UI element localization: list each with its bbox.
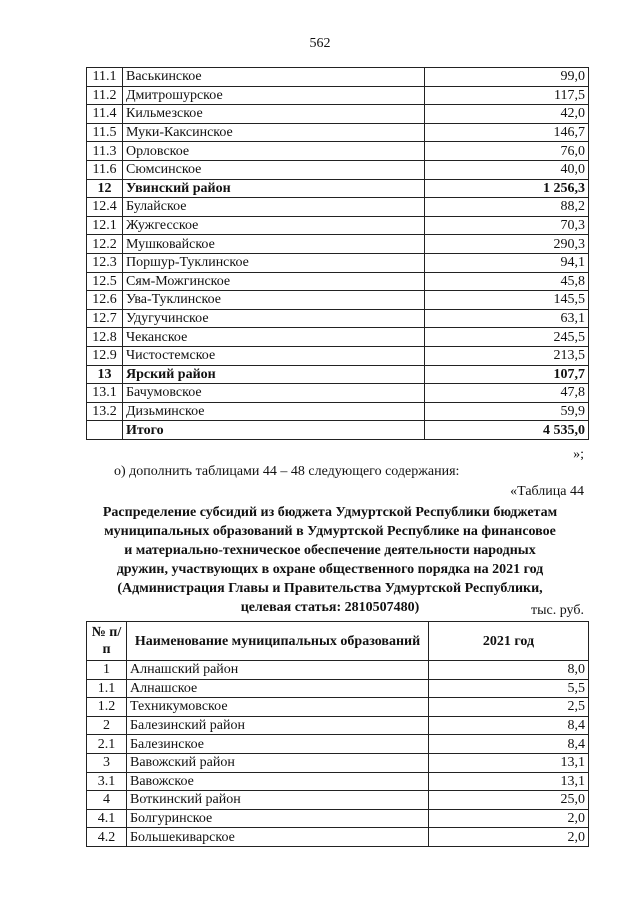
row-name: Дмитрошурское	[123, 86, 425, 105]
amendment-paragraph: о) дополнить таблицами 44 – 48 следующего содержания:	[114, 464, 460, 479]
row-value: 2,0	[429, 828, 589, 847]
table-row	[87, 105, 589, 124]
table-row	[87, 86, 589, 105]
table-row	[87, 772, 589, 791]
row-number: 12.1	[87, 216, 123, 235]
row-value: 99,0	[425, 68, 589, 87]
subsidy-table-44	[86, 621, 589, 847]
row-number: 12.8	[87, 328, 123, 347]
row-name: Техникумовское	[127, 698, 429, 717]
header-row	[87, 622, 589, 661]
row-number: 1	[87, 661, 127, 680]
row-number: 13	[87, 365, 123, 384]
row-name: Жужгесское	[123, 216, 425, 235]
row-value: 45,8	[425, 272, 589, 291]
row-value: 146,7	[425, 123, 589, 142]
row-value: 13,1	[429, 753, 589, 772]
row-name: Воткинский район	[127, 791, 429, 810]
row-name: Большекиварское	[127, 828, 429, 847]
row-name: Алнашский район	[127, 661, 429, 680]
row-name: Муки-Каксинское	[123, 123, 425, 142]
row-name: Ярский район	[123, 365, 425, 384]
row-number: 11.2	[87, 86, 123, 105]
row-number: 1.2	[87, 698, 127, 717]
table-row	[87, 291, 589, 310]
table-row	[87, 160, 589, 179]
table-row	[87, 809, 589, 828]
table-row	[87, 328, 589, 347]
row-number: 11.3	[87, 142, 123, 161]
caption-line: муниципальных образований в Удмуртской Республике на финансовое	[104, 524, 556, 539]
row-number: 12.2	[87, 235, 123, 254]
total-num	[87, 421, 123, 440]
row-number: 2	[87, 716, 127, 735]
row-name: Балезинский район	[127, 716, 429, 735]
row-name: Сям-Можгинское	[123, 272, 425, 291]
row-name: Кильмезское	[123, 105, 425, 124]
row-name: Орловское	[123, 142, 425, 161]
table-row	[87, 716, 589, 735]
table-row	[87, 384, 589, 403]
row-value: 145,5	[425, 291, 589, 310]
table-row	[87, 272, 589, 291]
row-value: 94,1	[425, 253, 589, 272]
row-value: 107,7	[425, 365, 589, 384]
page-number: 562	[309, 36, 331, 51]
table-label: «Таблица 44	[510, 484, 584, 499]
table-row	[87, 735, 589, 754]
table-row	[87, 123, 589, 142]
header-name: Наименование муниципальных образований	[127, 622, 429, 661]
total-value: 4 535,0	[425, 421, 589, 440]
caption-line: и материально-техническое обеспечение деятельности народных	[124, 543, 536, 558]
row-name: Ува-Туклинское	[123, 291, 425, 310]
row-value: 1 256,3	[425, 179, 589, 198]
table-row	[87, 346, 589, 365]
row-number: 4.1	[87, 809, 127, 828]
row-value: 213,5	[425, 346, 589, 365]
row-number: 11.4	[87, 105, 123, 124]
row-value: 25,0	[429, 791, 589, 810]
row-name: Балезинское	[127, 735, 429, 754]
row-name: Болгуринское	[127, 809, 429, 828]
row-number: 13.2	[87, 402, 123, 421]
row-value: 117,5	[425, 86, 589, 105]
row-value: 8,4	[429, 716, 589, 735]
table-row	[87, 753, 589, 772]
row-name: Бачумовское	[123, 384, 425, 403]
row-value: 8,0	[429, 661, 589, 680]
total-label: Итого	[123, 421, 425, 440]
table-row	[87, 309, 589, 328]
table-row	[87, 179, 589, 198]
row-name: Поршур-Туклинское	[123, 253, 425, 272]
row-number: 12.5	[87, 272, 123, 291]
caption-line: (Администрация Главы и Правительства Удмуртской Республики,	[117, 581, 543, 596]
closing-quote: »;	[573, 447, 584, 462]
row-value: 63,1	[425, 309, 589, 328]
row-number: 11.1	[87, 68, 123, 87]
table-row	[87, 365, 589, 384]
row-value: 88,2	[425, 198, 589, 217]
row-name: Мушковайское	[123, 235, 425, 254]
row-value: 59,9	[425, 402, 589, 421]
row-number: 4.2	[87, 828, 127, 847]
table-row	[87, 253, 589, 272]
row-name: Чистостемское	[123, 346, 425, 365]
caption-line: Распределение субсидий из бюджета Удмуртской Республики бюджетам	[102, 505, 558, 520]
row-number: 12.4	[87, 198, 123, 217]
row-number: 13.1	[87, 384, 123, 403]
table-row	[87, 198, 589, 217]
row-name: Увинский район	[123, 179, 425, 198]
row-name: Булайское	[123, 198, 425, 217]
row-number: 3	[87, 753, 127, 772]
row-number: 12.3	[87, 253, 123, 272]
table-row	[87, 235, 589, 254]
row-name: Васькинское	[123, 68, 425, 87]
row-value: 47,8	[425, 384, 589, 403]
row-value: 13,1	[429, 772, 589, 791]
row-number: 11.6	[87, 160, 123, 179]
row-name: Удугучинское	[123, 309, 425, 328]
row-name: Алнашское	[127, 679, 429, 698]
row-name: Сюмсинское	[123, 160, 425, 179]
table-row	[87, 402, 589, 421]
header-num: № п/п	[87, 622, 127, 661]
row-number: 12	[87, 179, 123, 198]
units-label: тыс. руб.	[531, 603, 584, 618]
table-row	[87, 679, 589, 698]
row-value: 245,5	[425, 328, 589, 347]
row-number: 1.1	[87, 679, 127, 698]
table-row	[87, 661, 589, 680]
caption-line: целевая статья: 2810507480)	[240, 600, 420, 615]
row-value: 2,5	[429, 698, 589, 717]
row-number: 12.7	[87, 309, 123, 328]
row-number: 4	[87, 791, 127, 810]
row-value: 2,0	[429, 809, 589, 828]
row-value: 5,5	[429, 679, 589, 698]
row-value: 290,3	[425, 235, 589, 254]
row-name: Чеканское	[123, 328, 425, 347]
row-value: 40,0	[425, 160, 589, 179]
row-name: Дизьминское	[123, 402, 425, 421]
row-number: 11.5	[87, 123, 123, 142]
header-year: 2021 год	[429, 622, 589, 661]
subsidy-table-continued	[86, 67, 589, 440]
row-value: 76,0	[425, 142, 589, 161]
caption-line: дружин, участвующих в охране общественного порядка на 2021 год	[116, 562, 544, 577]
row-number: 2.1	[87, 735, 127, 754]
row-value: 8,4	[429, 735, 589, 754]
row-value: 42,0	[425, 105, 589, 124]
table-row	[87, 698, 589, 717]
table-row	[87, 142, 589, 161]
row-name: Вавожское	[127, 772, 429, 791]
table-row	[87, 68, 589, 87]
row-number: 12.6	[87, 291, 123, 310]
table-row	[87, 216, 589, 235]
table-row	[87, 791, 589, 810]
row-name: Вавожский район	[127, 753, 429, 772]
row-number: 12.9	[87, 346, 123, 365]
total-row	[87, 421, 589, 440]
row-number: 3.1	[87, 772, 127, 791]
table-caption	[60, 503, 600, 617]
table-row	[87, 828, 589, 847]
row-value: 70,3	[425, 216, 589, 235]
